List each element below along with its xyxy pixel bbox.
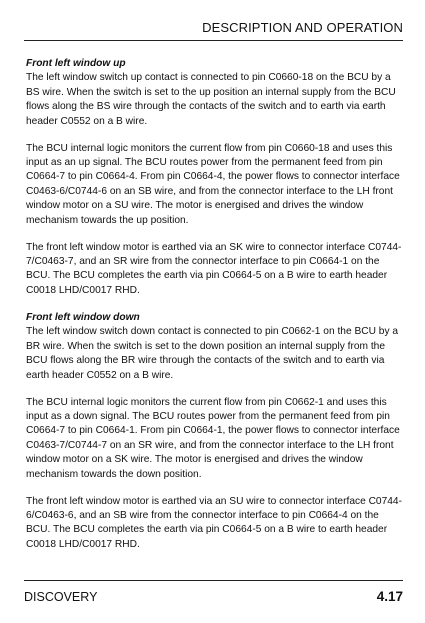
section-front-left-window-down <box>26 311 403 552</box>
header-title: DESCRIPTION AND OPERATION <box>202 20 403 35</box>
page-footer <box>24 580 403 621</box>
paragraph: The left window switch up contact is connected to pin C0660-18 on the BCU by a BS wire. When the switch is set to the up position an internal supply from the BCU flows along the BS wire through the contacts of the switch and to earth via earth header C0552 on a B wire. <box>26 72 396 127</box>
footer-model-name: DISCOVERY <box>24 590 98 604</box>
section-heading: Front left window up <box>26 58 126 69</box>
page-content <box>26 57 403 565</box>
paragraph: The front left window motor is earthed via an SU wire to connector interface C0744-6/C0463-6, and an SB wire from the connector interface to pin C0664-4 on the BCU. The BCU completes the earth via pin C0664-5 on a B wire to earth header C0018 LHD/C0017 RHD. <box>26 495 402 550</box>
paragraph: The BCU internal logic monitors the current flow from pin C0662-1 and uses this input as a down signal. The BCU routes power from the permanent feed from pin C0664-7 to pin C0664-1. From pin C0664-1, the power flows to connector interface C0463-7/C0744-7 on an SR wire, and from the connector interface to the LH front window motor on a SK wire. The motor is energised and drives the window mechanism towards the down position. <box>26 396 400 480</box>
page-number: 4.17 <box>376 589 403 604</box>
paragraph: The front left window motor is earthed via an SK wire to connector interface C0744-7/C0463-7, and an SR wire from the connector interface to pin C0664-1 on the BCU. The BCU completes the earth via pin C0664-5 on a B wire to earth header C0018 LHD/C0017 RHD. <box>26 241 402 296</box>
page-header <box>24 0 403 41</box>
section-heading: Front left window down <box>26 311 140 323</box>
paragraph: The left window switch down contact is connected to pin C0662-1 on the BCU by a BR wire. When the switch is set to the down position an internal supply from the BCU flows along the BR wire through the contacts of the switch and to earth via earth header C0552 on a B wire. <box>26 326 399 381</box>
paragraph: The BCU internal logic monitors the current flow from pin C0660-18 and uses this input as an up signal. The BCU routes power from the permanent feed from pin C0664-7 to pin C0664-4. From pin C0664-4, the power flows to connector interface C0463-6/C0744-6 on an SB wire, and from the connector interface to the LH front window motor on a SU wire. The motor is energised and drives the window mechanism towards the up position. <box>26 142 400 226</box>
section-front-left-window-up <box>26 57 403 298</box>
